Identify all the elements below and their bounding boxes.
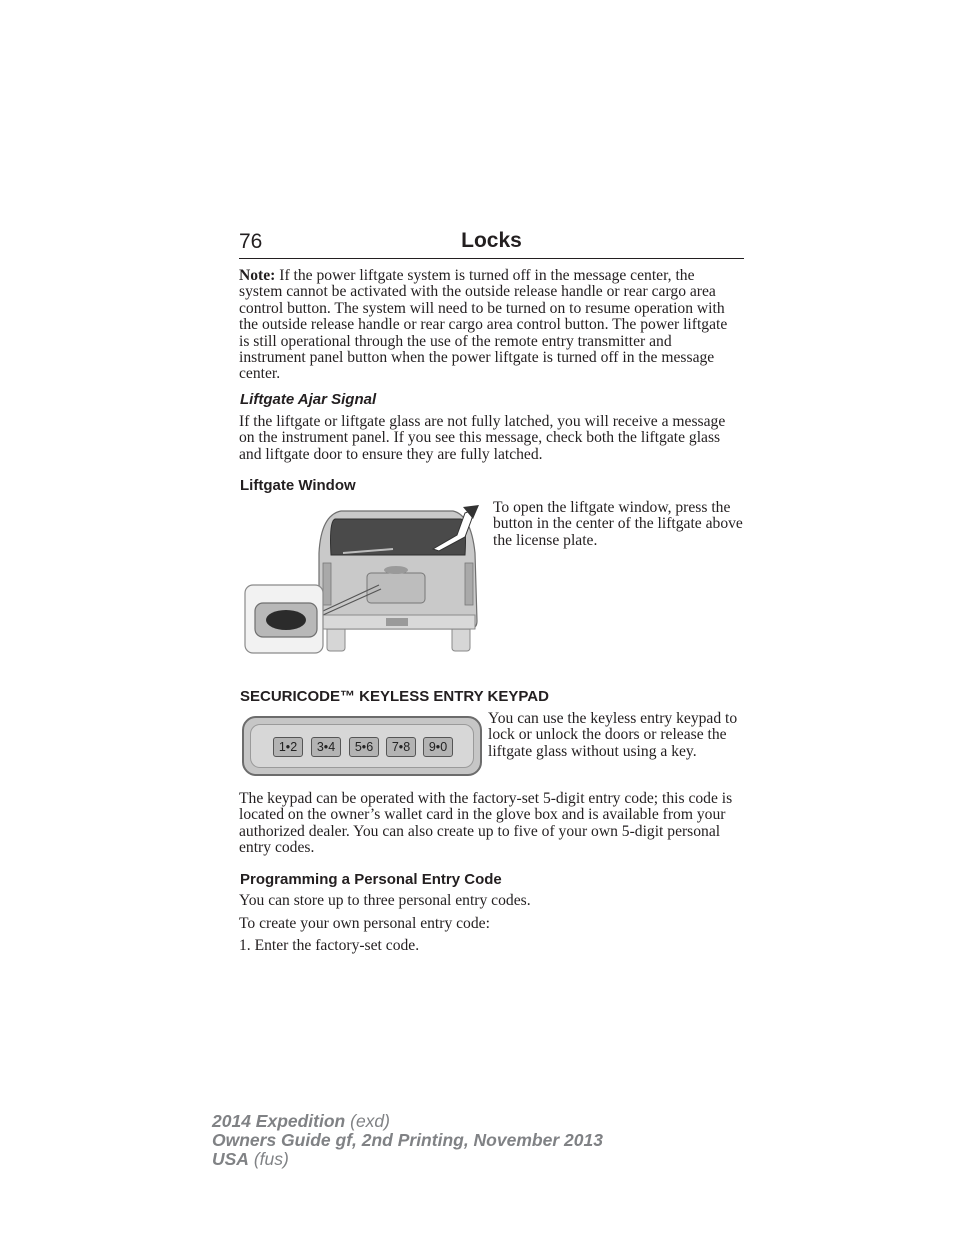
heading-programming-entry-code: Programming a Personal Entry Code <box>240 871 502 888</box>
keypad-key: 5•6 <box>349 737 379 757</box>
note-label: Note: <box>239 267 276 284</box>
footer-line-1 <box>212 1112 732 1131</box>
keypad-key: 7•8 <box>386 737 416 757</box>
footer-line-2 <box>212 1131 732 1150</box>
note-paragraph <box>239 268 739 383</box>
page-header <box>239 228 744 259</box>
footer-model-code: (exd) <box>350 1111 390 1131</box>
footer <box>212 1112 732 1169</box>
page-title: Locks <box>461 229 522 252</box>
keypad-side-paragraph: You can use the keyless entry keypad to lock or unlock the doors or release the liftgate glass without using a key. <box>488 710 738 760</box>
keypad-body-paragraph: The keypad can be operated with the factory-set 5-digit entry code; this code is located on the owner’s wallet card in the glove box and is available from your authorized dealer. You can also create up to five of your own 5-digit personal entry codes. <box>239 790 733 857</box>
programming-line-1: You can store up to three personal entry codes. <box>239 892 531 909</box>
footer-market: USA <box>212 1149 249 1169</box>
page-number: 76 <box>239 230 263 253</box>
footer-line-3 <box>212 1150 732 1169</box>
footer-market-code: (fus) <box>253 1149 289 1169</box>
heading-keyless-entry-keypad: SECURICODE™ KEYLESS ENTRY KEYPAD <box>240 688 549 705</box>
liftgate-illustration <box>243 503 483 655</box>
heading-liftgate-window: Liftgate Window <box>240 477 356 494</box>
footer-model: 2014 Expedition <box>212 1111 346 1131</box>
liftgate-window-paragraph: To open the liftgate window, press the button in the center of the liftgate above the license plate. <box>493 499 743 549</box>
heading-liftgate-ajar: Liftgate Ajar Signal <box>240 391 377 408</box>
keypad-key: 3•4 <box>311 737 341 757</box>
keypad-key: 1•2 <box>273 737 303 757</box>
programming-step-1: 1. Enter the factory-set code. <box>239 937 420 954</box>
note-text: If the power liftgate system is turned off in the message center, the system cannot be activated with the outside release handle or rear cargo area control button. The system will need to be turned on to resume operation with the outside release handle or rear cargo area control button. The power liftgate is still operational through the use of the remote entry transmitter and instrument panel button when the power liftgate is turned off in the message center. <box>239 267 728 383</box>
footer-guide: Owners Guide gf, 2nd Printing, November 2013 <box>212 1130 603 1150</box>
programming-line-2: To create your own personal entry code: <box>239 915 490 932</box>
liftgate-ajar-paragraph: If the liftgate or liftgate glass are not fully latched, you will receive a message on the instrument panel. If you see this message, check both the liftgate glass and liftgate door to ensure they are fully latched. <box>239 413 726 463</box>
keypad-illustration <box>242 716 482 776</box>
keypad-key: 9•0 <box>423 737 453 757</box>
